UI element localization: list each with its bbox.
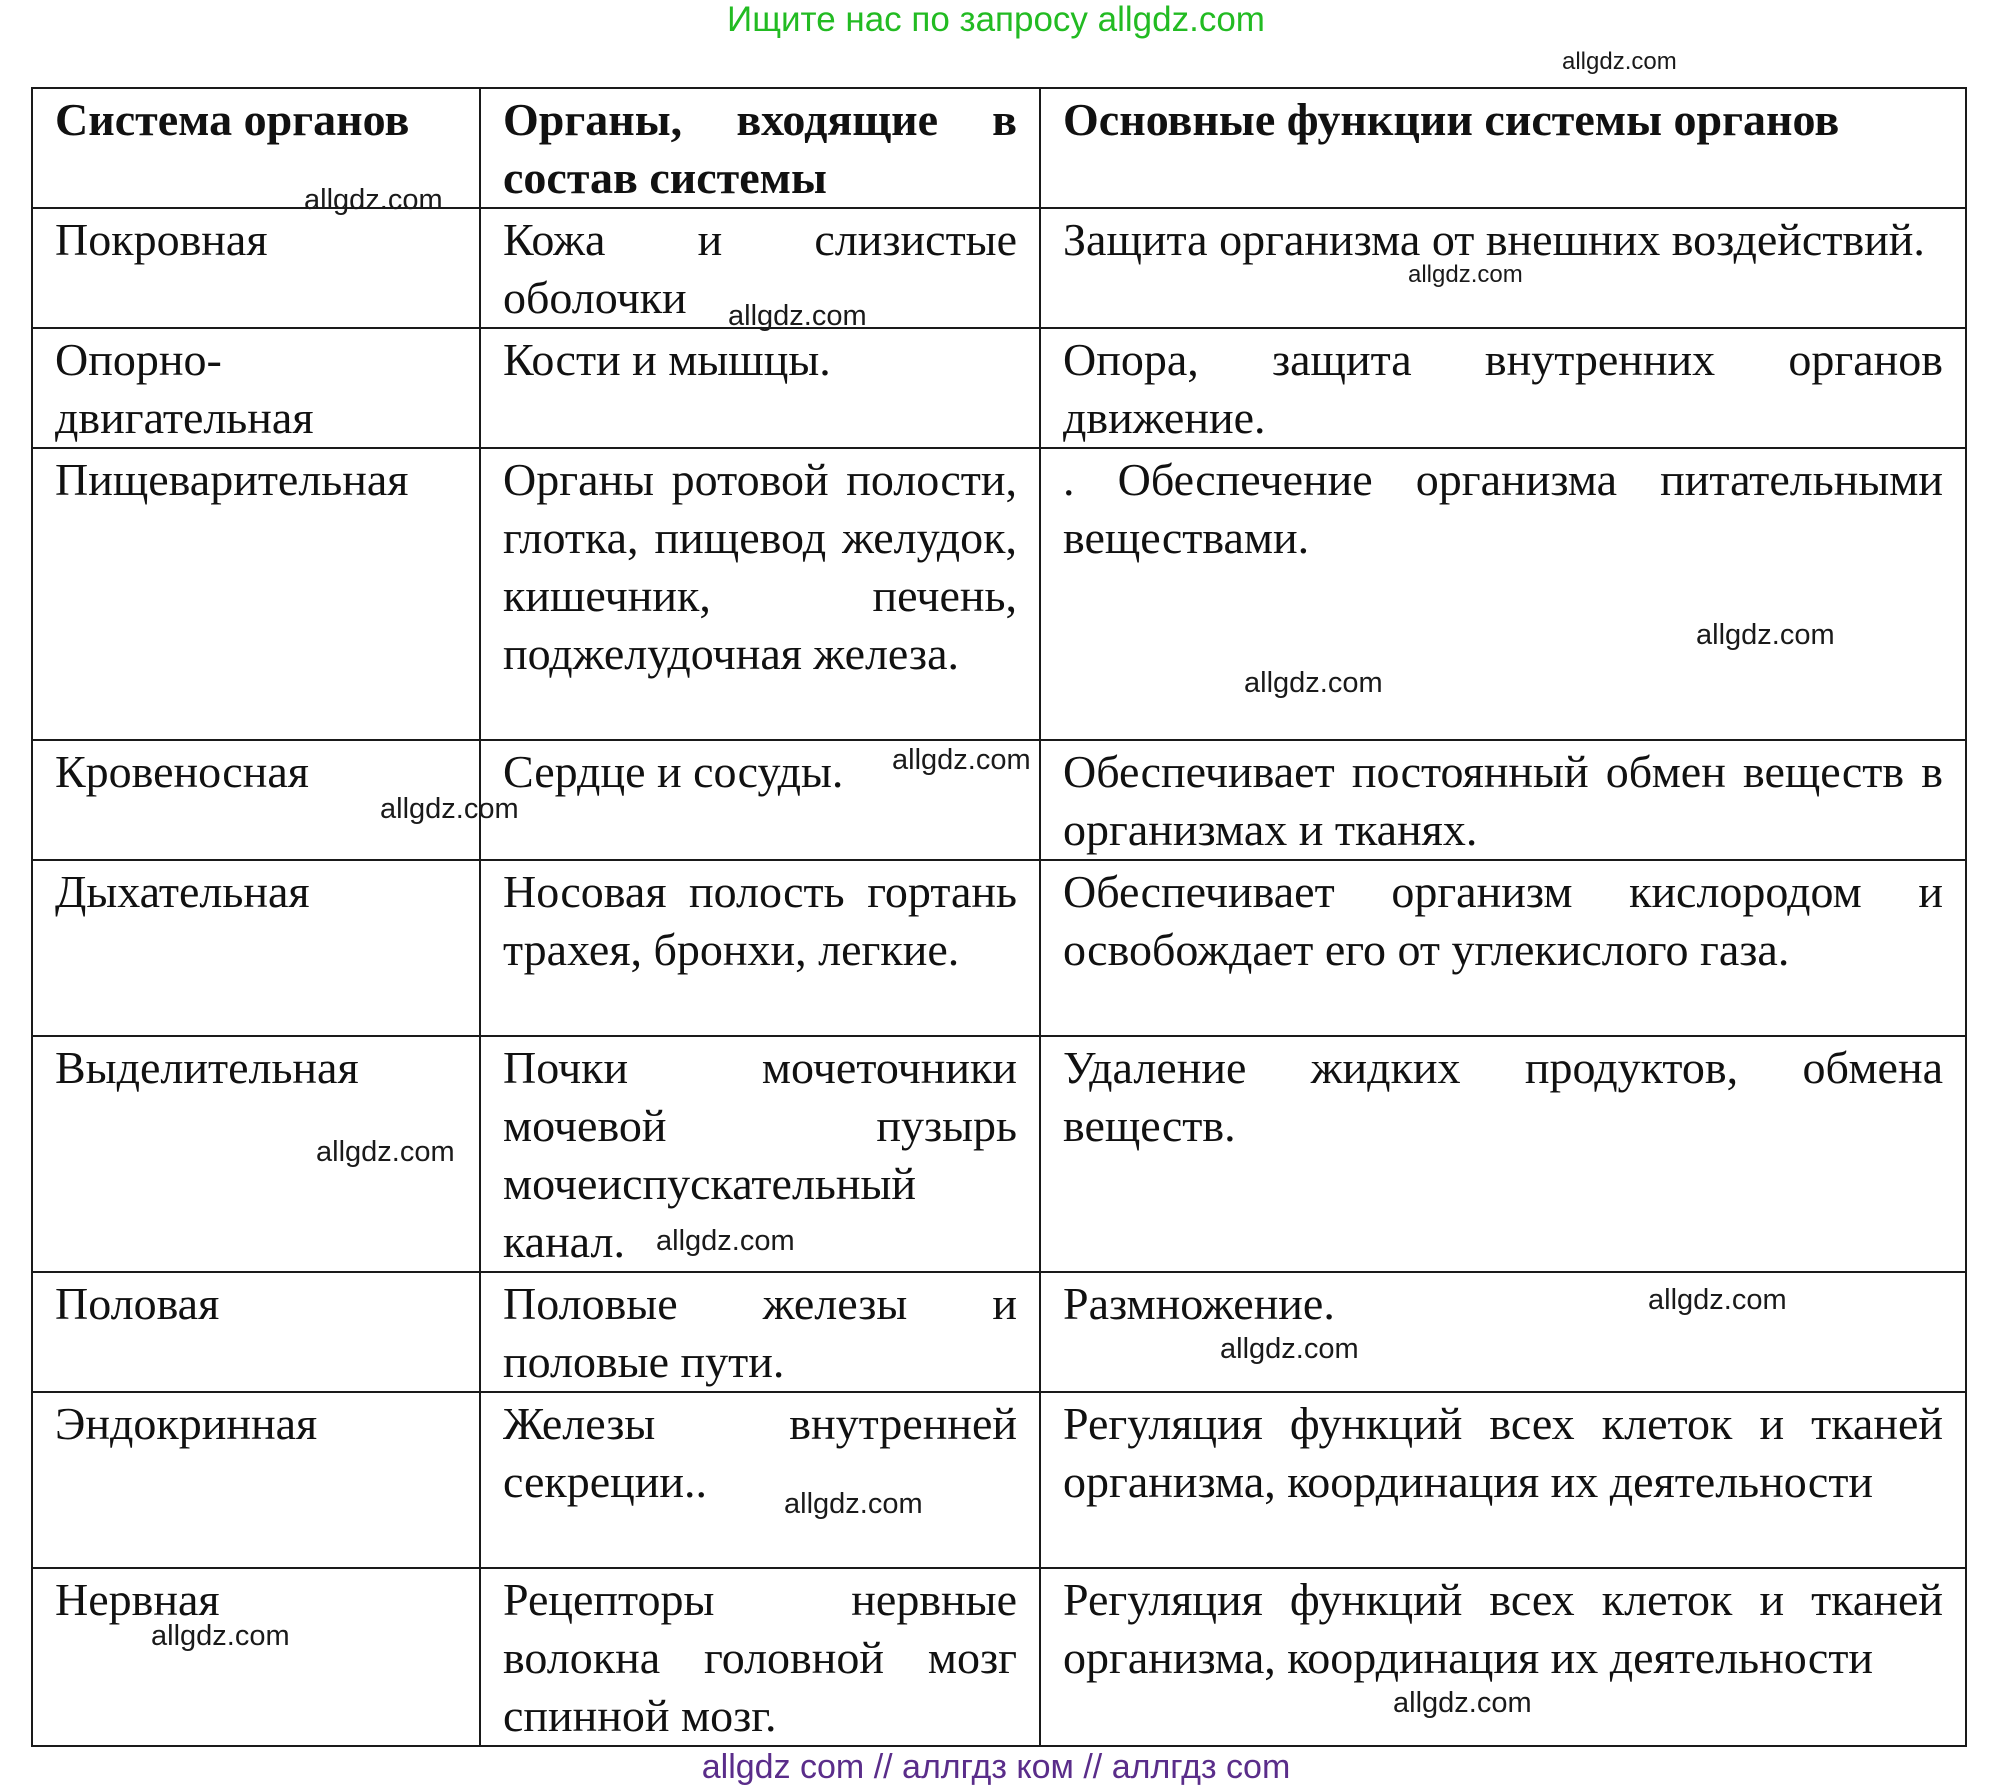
watermark: allgdz.com	[1408, 261, 1523, 288]
cell-functions: Регуляция функций всех клеток и тканей организма, координация их деятельности	[1040, 1392, 1966, 1568]
cell-organs: Органы ротовой полости, глотка, пищевод желудок, кишечник, печень, поджелудочная железа.	[480, 448, 1040, 740]
watermark: allgdz.com	[728, 300, 867, 332]
watermark: allgdz.com	[784, 1488, 923, 1520]
cell-functions: Удаление жидких продуктов, обмена веществ.	[1040, 1036, 1966, 1272]
table-row	[32, 208, 1966, 328]
cell-organs: Железы внутренней секреции..	[480, 1392, 1040, 1568]
watermark: allgdz.com	[1648, 1284, 1787, 1316]
cell-functions: Опора, защита внутренних органов движение.	[1040, 328, 1966, 448]
top-banner: Ищите нас по запросу allgdz.com	[727, 0, 1265, 39]
cell-functions: . Обеспечение организма питательными веществами.	[1040, 448, 1966, 740]
watermark: allgdz.com	[1244, 667, 1383, 699]
cell-functions: Регуляция функций всех клеток и тканей организма, координация их деятельности	[1040, 1568, 1966, 1746]
cell-functions: Размножение.	[1040, 1272, 1966, 1392]
table-row	[32, 1568, 1966, 1746]
cell-organs: Кости и мышцы.	[480, 328, 1040, 448]
header-system: Система органов	[32, 88, 480, 208]
bottom-footer: allgdz com // аллгдз ком // аллгдз com	[701, 1748, 1291, 1786]
table-row	[32, 860, 1966, 1036]
cell-organs: Сердце и сосуды.	[480, 740, 1040, 860]
header-functions: Основные функции системы органов	[1040, 88, 1966, 208]
cell-organs: Носовая полость гортань трахея, бронхи, легкие.	[480, 860, 1040, 1036]
cell-organs: Почки мочеточники мочевой пузырь мочеиспускательный канал.	[480, 1036, 1040, 1272]
watermark: allgdz.com	[1696, 619, 1835, 651]
cell-system: Пищеварительная	[32, 448, 480, 740]
cell-system: Эндокринная	[32, 1392, 480, 1568]
cell-functions: Защита организма от внешних воздействий.	[1040, 208, 1966, 328]
table-row	[32, 1392, 1966, 1568]
cell-system: Половая	[32, 1272, 480, 1392]
cell-organs: Рецепторы нервные волокна головной мозг спинной мозг.	[480, 1568, 1040, 1746]
watermark: allgdz.com	[892, 744, 1031, 776]
cell-system: Выделительная	[32, 1036, 480, 1272]
organ-systems-table	[31, 87, 1967, 1747]
cell-system: Опорно-двигательная	[32, 328, 480, 448]
watermark: allgdz.com	[151, 1620, 290, 1652]
table-row	[32, 448, 1966, 740]
cell-organs: Кожа и слизистые оболочки	[480, 208, 1040, 328]
cell-organs: Половые железы и половые пути.	[480, 1272, 1040, 1392]
watermark: allgdz.com	[1220, 1333, 1359, 1365]
cell-system: Дыхательная	[32, 860, 480, 1036]
table-row	[32, 328, 1966, 448]
cell-functions: Обеспечивает организм кислородом и освобождает его от углекислого газа.	[1040, 860, 1966, 1036]
watermark: allgdz.com	[304, 184, 443, 216]
cell-system: Нервная	[32, 1568, 480, 1746]
watermark: allgdz.com	[380, 793, 519, 825]
watermark: allgdz.com	[1393, 1687, 1532, 1719]
watermark: allgdz.com	[1562, 48, 1677, 75]
cell-system: Покровная	[32, 208, 480, 328]
watermark: allgdz.com	[316, 1136, 455, 1168]
header-organs: Органы, входящие в состав системы	[480, 88, 1040, 208]
cell-system: Кровеносная	[32, 740, 480, 860]
cell-functions: Обеспечивает постоянный обмен веществ в организмах и тканях.	[1040, 740, 1966, 860]
watermark: allgdz.com	[656, 1225, 795, 1257]
